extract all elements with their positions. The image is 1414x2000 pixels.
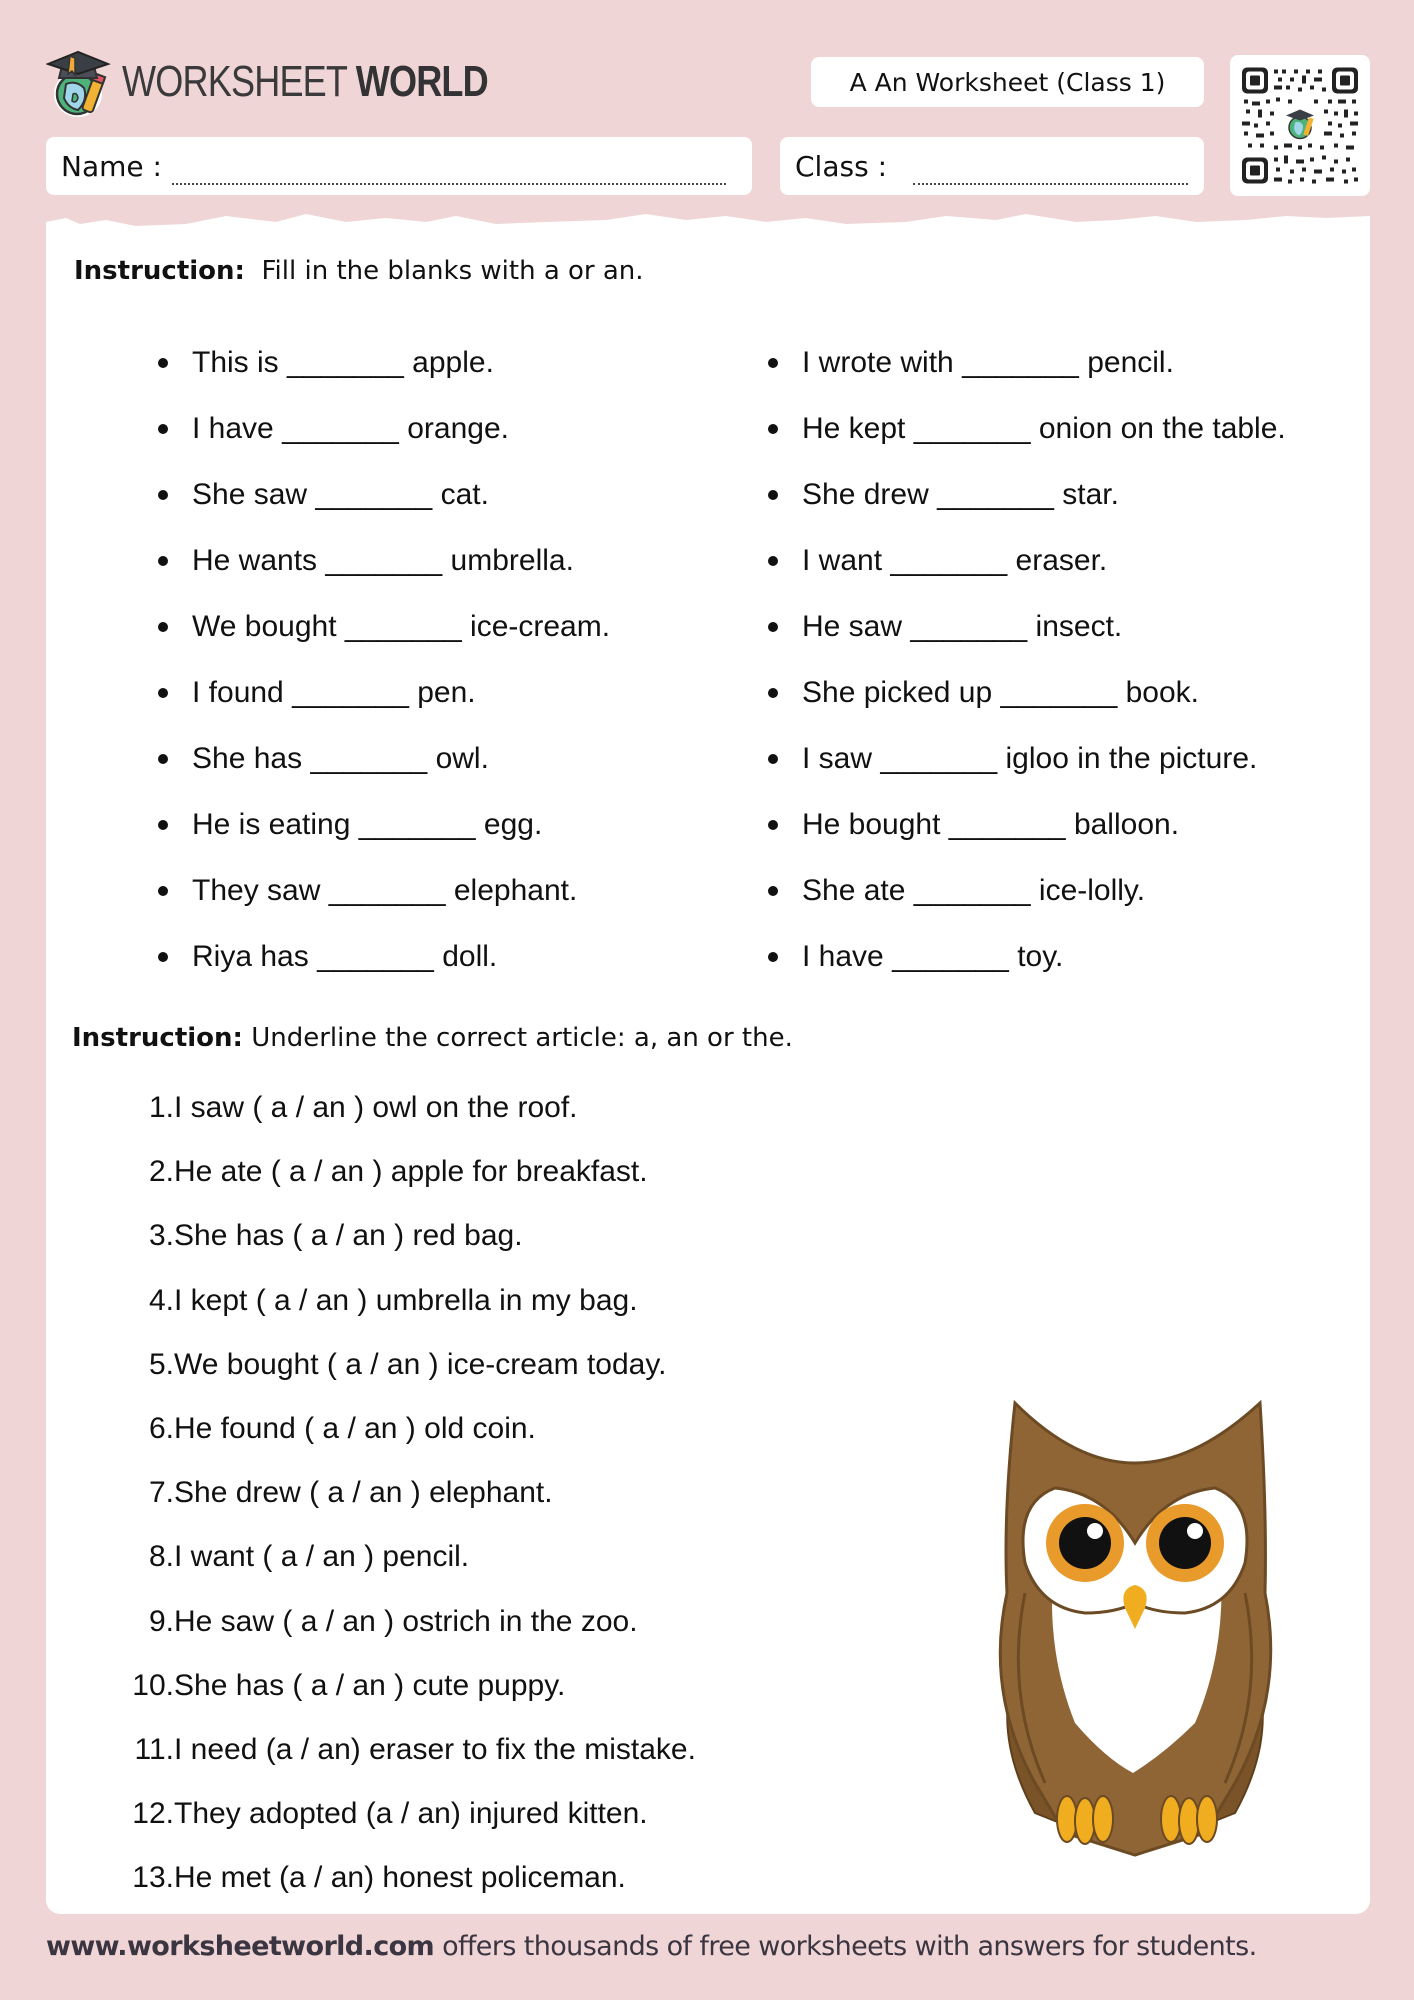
list-item [768, 330, 1286, 396]
item-number: 8. [148, 1540, 174, 1574]
answer-blank[interactable]: _______ [344, 610, 462, 643]
bullet-icon [158, 688, 168, 698]
bullet-icon [768, 556, 778, 566]
answer-blank[interactable]: _______ [948, 808, 1066, 841]
answer-blank[interactable]: _______ [317, 940, 434, 973]
answer-blank[interactable]: _______ [937, 478, 1054, 511]
answer-blank[interactable]: _______ [282, 412, 399, 445]
item-text: I kept ( a / an ) umbrella in my bag. [174, 1283, 638, 1317]
fill-blanks-left-list [158, 330, 610, 990]
list-item[interactable] [100, 1590, 696, 1654]
brand-name-light: WORKSHEET [122, 57, 347, 106]
answer-blank[interactable]: _______ [890, 544, 1008, 577]
bullet-icon [158, 358, 168, 368]
sentence-start: She saw [192, 478, 308, 511]
sentence-start: I have [802, 940, 884, 973]
sentence-start: I want [802, 544, 883, 577]
item-text: She has ( a / an ) cute puppy. [174, 1668, 566, 1702]
answer-blank[interactable]: _______ [962, 346, 1079, 379]
sentence-end: book. [1125, 676, 1200, 709]
brand-name [122, 57, 488, 107]
sentence-end: elephant. [453, 874, 578, 907]
answer-blank[interactable]: _______ [910, 610, 1028, 643]
sentence-end: owl. [435, 742, 489, 775]
website-link[interactable]: www.worksheetworld.com [46, 1931, 435, 1962]
instruction-text: Fill in the blanks with a or an. [261, 256, 644, 286]
answer-blank[interactable]: _______ [328, 874, 446, 907]
sentence-end: insect. [1035, 610, 1123, 643]
item-number: 10. [132, 1668, 174, 1702]
answer-blank[interactable]: _______ [913, 412, 1031, 445]
list-item[interactable] [100, 1140, 696, 1204]
list-item[interactable] [100, 1525, 696, 1589]
item-text: I want ( a / an ) pencil. [174, 1540, 470, 1574]
bullet-icon [158, 556, 168, 566]
list-item[interactable] [100, 1333, 696, 1397]
answer-blank[interactable]: _______ [1000, 676, 1118, 709]
bullet-icon [768, 622, 778, 632]
sentence-end: eraser. [1015, 544, 1108, 577]
list-item [768, 462, 1286, 528]
sentence-start: He bought [802, 808, 941, 841]
sentence-end: pencil. [1087, 346, 1174, 379]
list-item [768, 528, 1286, 594]
sentence-end: ice-lolly. [1038, 874, 1146, 907]
list-item[interactable] [100, 1461, 696, 1525]
instruction-underline-article [72, 1023, 793, 1053]
bullet-icon [768, 688, 778, 698]
sentence-end: onion on the table. [1038, 412, 1286, 445]
list-item [768, 396, 1286, 462]
item-text: He met (a / an) honest policeman. [174, 1861, 626, 1895]
list-item [158, 462, 610, 528]
answer-blank[interactable]: _______ [358, 808, 476, 841]
bullet-icon [768, 490, 778, 500]
sentence-end: pen. [417, 676, 476, 709]
bullet-icon [158, 886, 168, 896]
sentence-end: doll. [442, 940, 498, 973]
sentence-start: He saw [802, 610, 903, 643]
name-input-line[interactable] [172, 161, 726, 185]
sentence-end: toy. [1017, 940, 1064, 973]
sentence-end: orange. [407, 412, 509, 445]
bullet-icon [768, 952, 778, 962]
list-item [158, 594, 610, 660]
instruction-fill-blanks [74, 256, 644, 286]
sentence-end: star. [1062, 478, 1119, 511]
sentence-start: Riya has [192, 940, 309, 973]
graduation-globe-pencil-icon [46, 44, 114, 120]
answer-blank[interactable]: _______ [292, 676, 409, 709]
bullet-icon [158, 490, 168, 500]
class-label: Class : [795, 149, 887, 183]
list-item [768, 726, 1286, 792]
list-item [158, 858, 610, 924]
list-item[interactable] [100, 1718, 696, 1782]
bullet-icon [768, 424, 778, 434]
list-item [768, 594, 1286, 660]
list-item [158, 396, 610, 462]
answer-blank[interactable]: _______ [892, 940, 1009, 973]
sentence-end: egg. [483, 808, 543, 841]
list-item[interactable] [100, 1269, 696, 1333]
item-number: 3. [148, 1219, 174, 1253]
list-item [768, 924, 1286, 990]
sentence-start: He wants [192, 544, 318, 577]
item-text: We bought ( a / an ) ice-cream today. [174, 1347, 667, 1381]
qr-code-icon [1240, 65, 1360, 186]
worksheet-title [811, 57, 1204, 107]
item-text: They adopted (a / an) injured kitten. [174, 1797, 648, 1831]
torn-paper-edge [46, 210, 1370, 240]
item-number: 11. [134, 1732, 174, 1766]
sentence-start: She has [192, 742, 303, 775]
item-number: 12. [132, 1797, 174, 1831]
item-number: 13. [132, 1861, 174, 1895]
fill-blanks-right-list [768, 330, 1286, 990]
owl-illustration [985, 1393, 1285, 1858]
sentence-start: She ate [802, 874, 906, 907]
sentence-start: This is [192, 346, 279, 379]
bullet-icon [768, 358, 778, 368]
item-number: 5. [148, 1347, 174, 1381]
answer-blank[interactable]: _______ [310, 742, 428, 775]
list-item[interactable] [100, 1782, 696, 1846]
name-label: Name : [61, 149, 162, 183]
footer-text: offers thousands of free worksheets with answers for students. [434, 1931, 1257, 1962]
instruction-text: Underline the correct article: a, an or the. [251, 1023, 793, 1053]
list-item[interactable] [100, 1397, 696, 1461]
list-item[interactable] [100, 1076, 696, 1140]
class-field[interactable] [780, 137, 1204, 195]
item-number: 6. [148, 1412, 174, 1446]
item-number: 9. [148, 1604, 174, 1638]
list-item [158, 924, 610, 990]
sentence-start: I have [192, 412, 274, 445]
brand-name-bold: WORLD [355, 57, 488, 106]
list-item[interactable] [100, 1654, 696, 1718]
answer-blank[interactable]: _______ [880, 742, 998, 775]
list-item [768, 792, 1286, 858]
item-text: I saw ( a / an ) owl on the roof. [174, 1091, 578, 1125]
item-text: He ate ( a / an ) apple for breakfast. [174, 1155, 648, 1189]
sentence-start: I wrote with [802, 346, 954, 379]
item-text: I need (a / an) eraser to fix the mistake. [174, 1732, 696, 1766]
list-item [158, 726, 610, 792]
sentence-start: He is eating [192, 808, 351, 841]
item-text: He found ( a / an ) old coin. [174, 1412, 536, 1446]
list-item [158, 330, 610, 396]
sentence-start: She picked up [802, 676, 993, 709]
list-item [158, 660, 610, 726]
item-number: 4. [148, 1283, 174, 1317]
list-item [158, 528, 610, 594]
item-number: 7. [148, 1476, 174, 1510]
bullet-icon [768, 886, 778, 896]
item-number: 1. [148, 1091, 174, 1125]
answer-blank[interactable]: _______ [315, 478, 433, 511]
sentence-end: ice-cream. [470, 610, 611, 643]
bullet-icon [158, 622, 168, 632]
list-item[interactable] [100, 1846, 696, 1910]
worksheet-title-text: A An Worksheet (Class 1) [849, 67, 1166, 97]
sentence-start: They saw [192, 874, 321, 907]
sentence-start: He kept [802, 412, 906, 445]
item-text: She has ( a / an ) red bag. [174, 1219, 523, 1253]
bullet-icon [158, 424, 168, 434]
answer-blank[interactable]: _______ [325, 544, 443, 577]
bullet-icon [158, 754, 168, 764]
sentence-end: igloo in the picture. [1005, 742, 1258, 775]
list-item [768, 858, 1286, 924]
bullet-icon [768, 754, 778, 764]
sentence-end: apple. [412, 346, 494, 379]
item-number: 2. [148, 1155, 174, 1189]
answer-blank[interactable]: _______ [913, 874, 1031, 907]
answer-blank[interactable]: _______ [287, 346, 404, 379]
item-text: He saw ( a / an ) ostrich in the zoo. [174, 1604, 638, 1638]
sentence-end: cat. [440, 478, 489, 511]
bullet-icon [158, 952, 168, 962]
class-input-line[interactable] [913, 161, 1188, 185]
item-text: She drew ( a / an ) elephant. [174, 1476, 553, 1510]
qr-code[interactable] [1230, 55, 1370, 196]
sentence-start: I found [192, 676, 284, 709]
sentence-end: balloon. [1073, 808, 1180, 841]
footer-note [46, 1931, 1257, 1962]
instruction-label: Instruction: [72, 1023, 243, 1053]
sentence-start: She drew [802, 478, 929, 511]
underline-article-list [100, 1076, 696, 1910]
list-item[interactable] [100, 1204, 696, 1268]
sentence-start: I saw [802, 742, 873, 775]
list-item [768, 660, 1286, 726]
list-item [158, 792, 610, 858]
name-field[interactable] [46, 137, 752, 195]
instruction-label: Instruction: [74, 256, 245, 286]
bullet-icon [768, 820, 778, 830]
brand-logo [46, 44, 568, 120]
bullet-icon [158, 820, 168, 830]
sentence-start: We bought [192, 610, 337, 643]
sentence-end: umbrella. [450, 544, 574, 577]
